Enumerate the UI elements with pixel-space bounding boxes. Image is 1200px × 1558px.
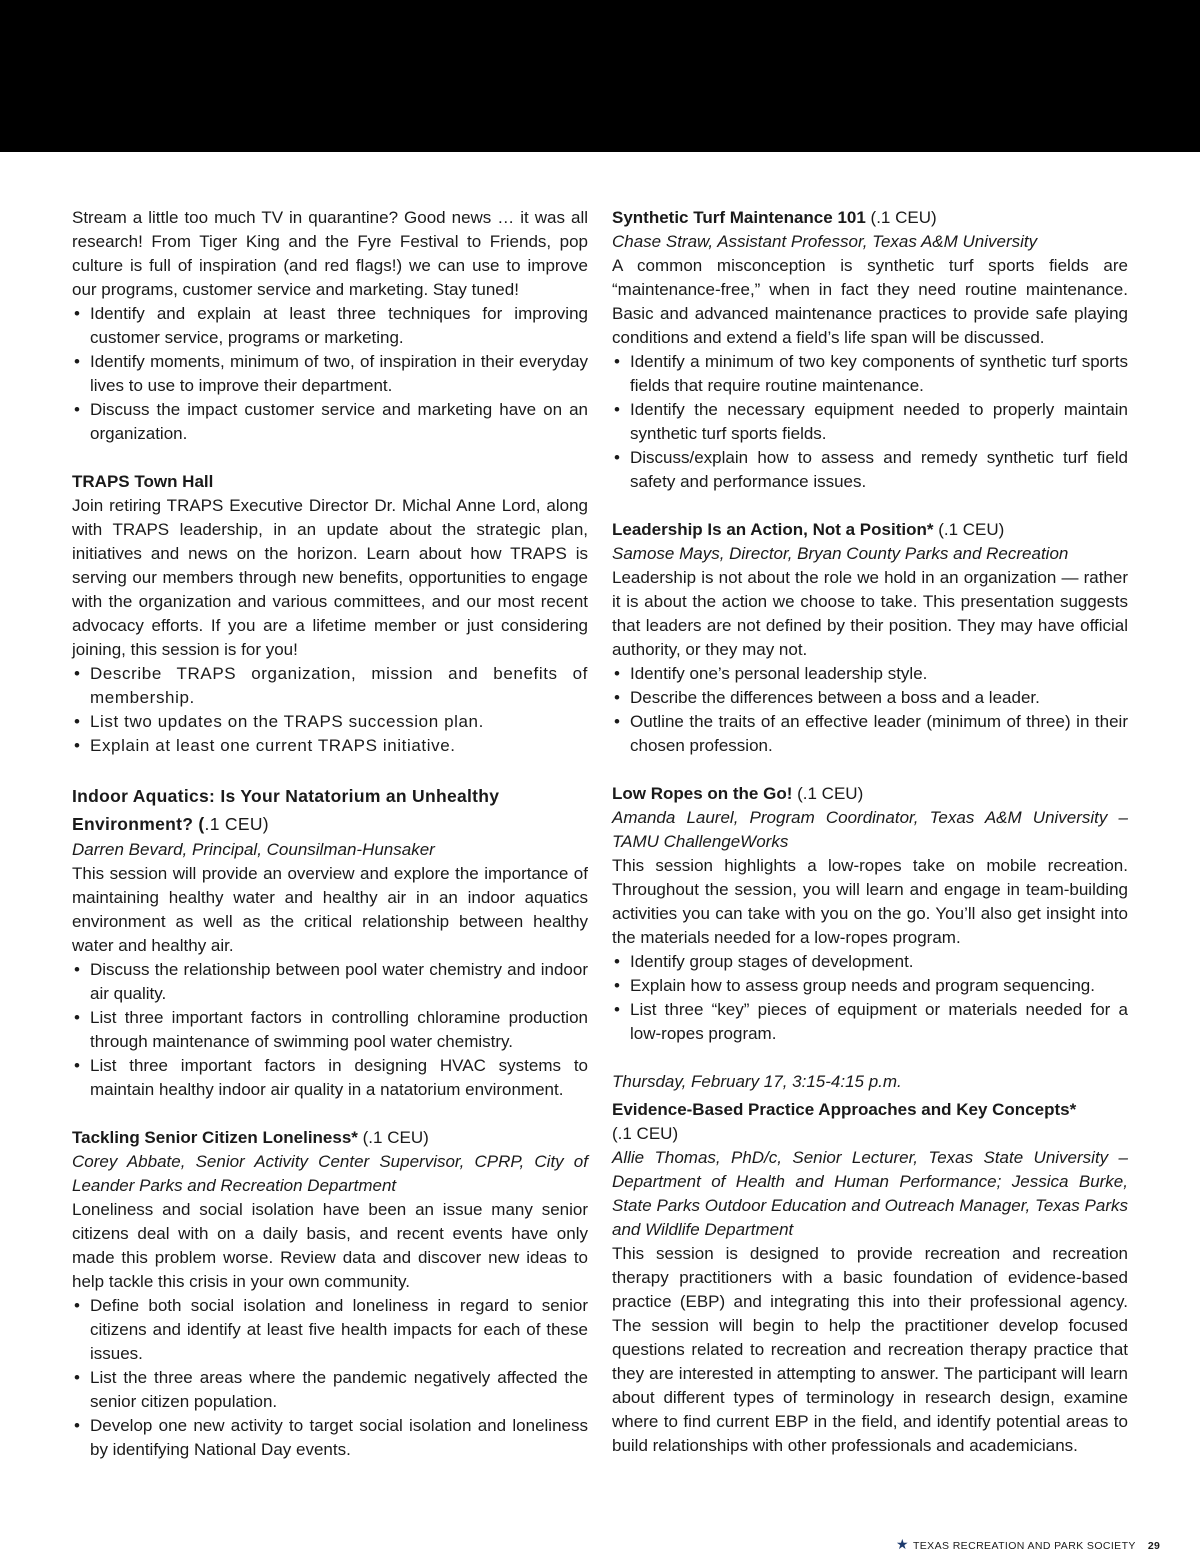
list-item: • List three important factors in controlling chloramine production through maintenance of swimming pool water chemistry.	[72, 1006, 588, 1054]
ceu-label: (.1 CEU)	[865, 208, 937, 227]
session-objectives	[612, 662, 1128, 758]
session-description: This session is designed to provide recreation and recreation therapy practitioners with a basic foundation of evidence-based practice (EBP) and integrating this into their professional agency. The session will begin to help the practitioner develop focused questions related to recreation and recreation therapy practice that they are interested in attempting to answer. The participant will learn about different types of terminology in research design, examine where to find current EBP in the field, and identify potential areas to build relationships with other professionals and academicians.	[612, 1244, 1128, 1455]
session-heading	[72, 782, 588, 838]
list-item: • Discuss/explain how to assess and remedy synthetic turf field safety and performance issues.	[612, 446, 1128, 494]
ceu-label: .1 CEU)	[204, 814, 269, 834]
session-description: This session highlights a low-ropes take on mobile recreation. Throughout the session, you will learn and engage in team-building activities you can take with you on the go. You’ll also get insight into the materials needed for a low-ropes program.	[612, 856, 1128, 947]
session-title: Leadership Is an Action, Not a Position*	[612, 520, 934, 539]
session-title: TRAPS Town Hall	[72, 472, 214, 491]
session-description: Join retiring TRAPS Executive Director Dr. Michal Anne Lord, along with TRAPS leadership, in an update about the strategic plan, initiatives and news on the horizon. Learn about how TRAPS is serving our members through new benefits, opportunities to engage with the organization and various committees, and our most recent advocacy efforts. If you are a lifetime member or just considering joining, this session is for you!	[72, 496, 588, 659]
list-item: • Define both social isolation and loneliness in regard to senior citizens and identify at least five health impacts for each of these issues.	[72, 1294, 588, 1366]
intro-paragraph: Stream a little too much TV in quarantine? Good news … it was all research! From Tiger King and the Fyre Festival to Friends, pop culture is full of inspiration (and red flags!) we can use to improve our programs, customer service and marketing. Stay tuned!	[72, 208, 588, 299]
list-item: • Describe TRAPS organization, mission and benefits of membership.	[72, 662, 588, 710]
footer-org-name: TEXAS RECREATION AND PARK SOCIETY	[912, 1540, 1136, 1552]
session-speaker: Amanda Laurel, Program Coordinator, Texas A&M University – TAMU ChallengeWorks	[612, 808, 1128, 851]
list-item: • Identify a minimum of two key components of synthetic turf sports fields that require routine maintenance.	[612, 350, 1128, 398]
session-description: Leadership is not about the role we hold in an organization — rather it is about the action we choose to take. This presentation suggests that leaders are not defined by their position. They may have official authority, or they may not.	[612, 568, 1128, 659]
session-objectives	[612, 950, 1128, 1046]
list-item: • Identify and explain at least three techniques for improving customer service, programs or marketing.	[72, 302, 588, 350]
list-item: • Identify group stages of development.	[612, 950, 1128, 974]
session-objectives	[72, 958, 588, 1102]
session-heading	[612, 518, 1128, 542]
session-title: Tackling Senior Citizen Loneliness*	[72, 1128, 358, 1147]
session-objectives	[72, 1294, 588, 1462]
list-item: • Identify moments, minimum of two, of inspiration in their everyday lives to use to improve their department.	[72, 350, 588, 398]
right-column	[612, 206, 1128, 1458]
session-speaker: Chase Straw, Assistant Professor, Texas A&M University	[612, 232, 1038, 251]
session-heading	[612, 206, 1128, 230]
list-item: • Identify the necessary equipment needed to properly maintain synthetic turf sports fields.	[612, 398, 1128, 446]
list-item: • List three “key” pieces of equipment or materials needed for a low-ropes program.	[612, 998, 1128, 1046]
session-objectives	[72, 662, 588, 758]
ceu-label: (.1 CEU)	[933, 520, 1005, 539]
session-heading	[72, 1126, 588, 1150]
list-item: • Outline the traits of an effective leader (minimum of three) in their chosen profession.	[612, 710, 1128, 758]
header-black-band	[0, 0, 1200, 152]
session-objectives	[612, 350, 1128, 494]
session-heading	[612, 782, 1128, 806]
list-item: • Discuss the impact customer service and marketing have on an organization.	[72, 398, 588, 446]
list-item: • List three important factors in designing HVAC systems to maintain healthy indoor air quality in a natatorium environment.	[72, 1054, 588, 1102]
session-datetime: Thursday, February 17, 3:15-4:15 p.m.	[612, 1072, 902, 1091]
page-number: 29	[1147, 1540, 1161, 1552]
intro-bullets	[72, 302, 588, 446]
session-title: Evidence-Based Practice Approaches and Key Concepts*	[612, 1100, 1077, 1119]
list-item: • List two updates on the TRAPS succession plan.	[72, 710, 588, 734]
list-item: • Explain at least one current TRAPS initiative.	[72, 734, 588, 758]
list-item: • Develop one new activity to target social isolation and loneliness by identifying National Day events.	[72, 1414, 588, 1462]
ceu-label: (.1 CEU)	[792, 784, 864, 803]
session-description: Loneliness and social isolation have been an issue many senior citizens deal with on a daily basis, and recent events have only made this problem worse. Review data and discover new ideas to help tackle this crisis in your own community.	[72, 1200, 588, 1291]
session-speaker: Allie Thomas, PhD/c, Senior Lecturer, Texas State University – Department of Health and Human Performance; Jessica Burke, State Parks Outdoor Education and Outreach Manager, Texas Parks and Wildlife Department	[612, 1148, 1128, 1239]
ceu-label: (.1 CEU)	[612, 1124, 679, 1143]
session-title: Synthetic Turf Maintenance 101	[612, 208, 866, 227]
left-column	[72, 206, 588, 1462]
list-item: • Discuss the relationship between pool water chemistry and indoor air quality.	[72, 958, 588, 1006]
session-title: Indoor Aquatics: Is Your Natatorium an Unhealthy Environment? (	[72, 786, 500, 834]
list-item: • Explain how to assess group needs and program sequencing.	[612, 974, 1128, 998]
session-speaker: Darren Bevard, Principal, Counsilman-Hunsaker	[72, 840, 435, 859]
session-description: This session will provide an overview and explore the importance of maintaining healthy water and healthy air in an indoor aquatics environment as well as the critical relationship between healthy water and healthy air.	[72, 864, 588, 955]
list-item: • Describe the differences between a boss and a leader.	[612, 686, 1128, 710]
list-item: • List the three areas where the pandemic negatively affected the senior citizen population.	[72, 1366, 588, 1414]
ceu-label: (.1 CEU)	[357, 1128, 429, 1147]
star-icon: ★	[896, 1536, 909, 1552]
session-speaker: Corey Abbate, Senior Activity Center Supervisor, CPRP, City of Leander Parks and Recreation Department	[72, 1152, 588, 1195]
page-footer	[896, 1535, 1161, 1553]
session-description: A common misconception is synthetic turf sports fields are “maintenance-free,” when in fact they need routine maintenance. Basic and advanced maintenance practices to provide safe playing conditions and extend a field’s life span will be discussed.	[612, 256, 1128, 347]
list-item: • Identify one’s personal leadership style.	[612, 662, 1128, 686]
session-title: Low Ropes on the Go!	[612, 784, 793, 803]
session-speaker: Samose Mays, Director, Bryan County Parks and Recreation	[612, 544, 1069, 563]
